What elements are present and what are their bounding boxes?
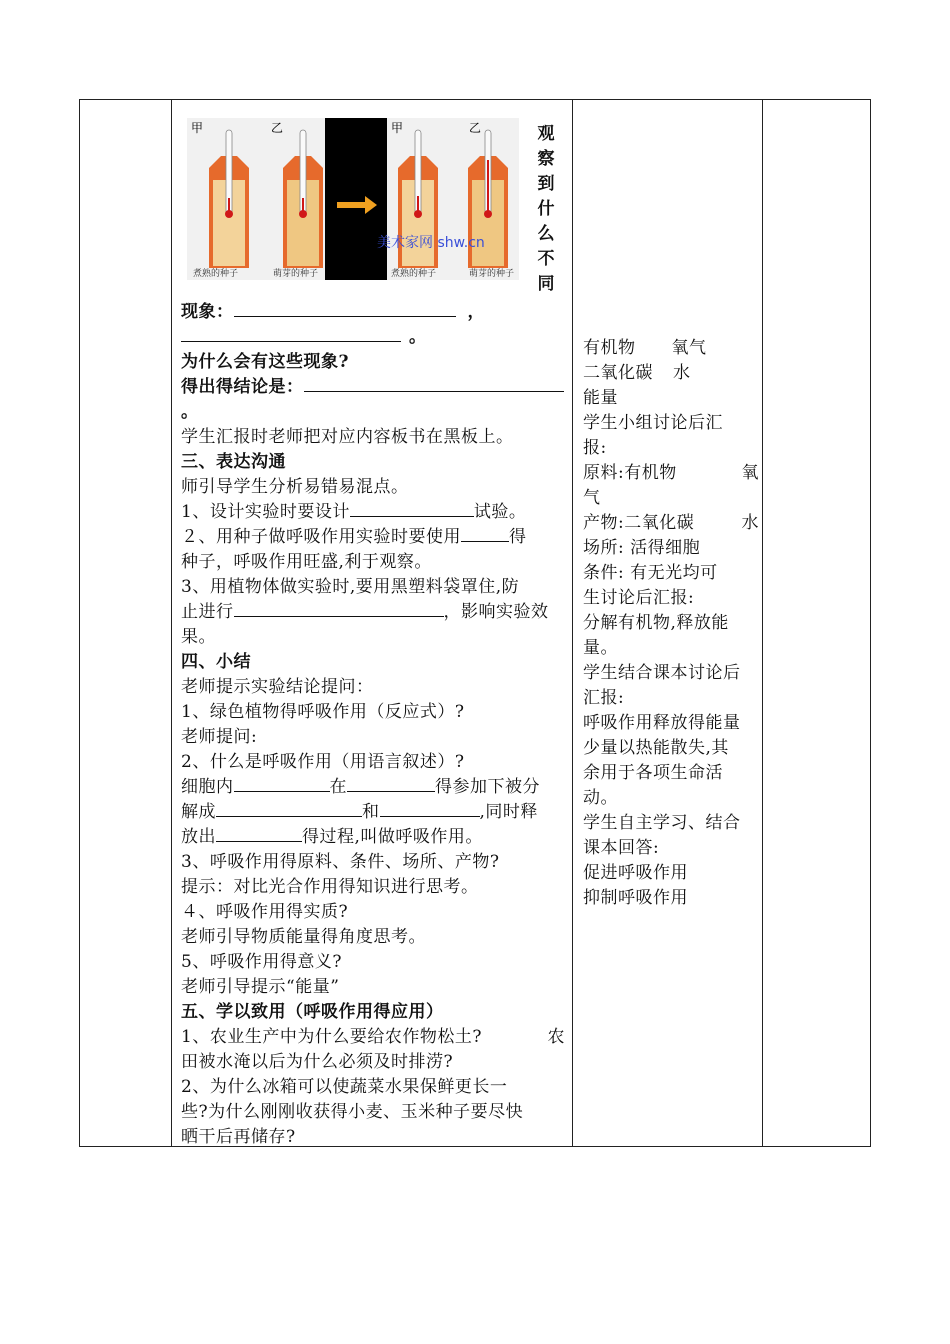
section-4-line: 老师引导提示“能量” [181, 977, 340, 997]
side-line [583, 511, 759, 536]
item-2-text: ２、用种子做呼吸作用实验时要使用 [181, 527, 461, 547]
item-1-end: 试验。 [473, 502, 527, 522]
answer-blank[interactable] [380, 800, 480, 817]
side-text: 产物:二氧化碳 [583, 513, 695, 533]
side-line: 分解有机物,释放能 [583, 613, 729, 633]
side-line: 学生自主学习、结合 [583, 813, 741, 833]
observe-vertical-text [535, 122, 557, 297]
side-line: 呼吸作用释放得能量 [583, 713, 741, 733]
label-yi-2: 乙 [469, 121, 482, 135]
report-line: 学生汇报时老师把对应内容板书在黑板上。 [181, 427, 514, 447]
section-5-line: 田被水淹以后为什么必须及时排涝? [181, 1052, 454, 1072]
conclusion-end: 。 [181, 402, 199, 422]
side-text: 水 [673, 363, 691, 383]
def-text: ,同时释 [479, 802, 538, 822]
definition-line-1 [181, 775, 565, 800]
side-text: 水 [741, 513, 759, 533]
item-3-text: 止进行 [181, 602, 234, 622]
side-line: 课本回答: [583, 838, 660, 858]
section-4-line: 提示：对比光合作用得知识进行思考。 [181, 877, 479, 897]
side-line: 学生结合课本讨论后 [583, 663, 741, 683]
side-line: 抑制呼吸作用 [583, 888, 688, 908]
section-4-line: 2、什么是呼吸作用（用语言叙述）? [181, 752, 465, 772]
section-5-line: 些?为什么刚刚收获得小麦、玉米种子要尽快 [181, 1102, 524, 1122]
vchar: 同 [537, 274, 555, 294]
section-4-title: 四、小结 [181, 652, 251, 672]
section-5-line: 2、为什么冰箱可以使蔬菜水果保鲜更长一 [181, 1077, 508, 1097]
side-line [583, 361, 759, 386]
side-line: 少量以热能散失,其 [583, 738, 729, 758]
caption-sprouting-seeds-1: 萌芽的种子 [273, 269, 319, 279]
section-4-line: ４、呼吸作用得实质? [181, 902, 349, 922]
conclusion-line [181, 375, 565, 400]
side-line: 报: [583, 438, 607, 458]
side-line: 气 [583, 488, 601, 508]
def-text: 得参加下被分 [435, 777, 540, 797]
definition-line-2 [181, 800, 565, 825]
section-4-line: 3、呼吸作用得原料、条件、场所、产物? [181, 852, 500, 872]
item-2-cont: 种子，呼吸作用旺盛,利于观察。 [181, 552, 432, 572]
def-text: 细胞内 [181, 777, 234, 797]
comma: ， [467, 302, 485, 322]
definition-line-3 [181, 825, 565, 850]
student-activity-column [583, 336, 759, 911]
side-text: 氧 [741, 463, 759, 483]
item-2 [181, 525, 565, 550]
caption-cooked-seeds-1: 煮熟的种子 [193, 269, 239, 279]
answer-blank[interactable] [234, 600, 444, 617]
section-5-line [181, 1025, 565, 1050]
vchar: 观 [537, 124, 555, 144]
section-4-line: 老师提问: [181, 727, 258, 747]
side-text: 二氧化碳 [583, 363, 653, 383]
side-line: 能量 [583, 388, 618, 408]
item-3-cont [181, 600, 565, 625]
item-3-end: 果。 [181, 627, 216, 647]
vchar: 不 [537, 249, 555, 269]
side-line: 动。 [583, 788, 618, 808]
caption-sprouting-seeds-2: 萌芽的种子 [469, 269, 515, 279]
vchar: 察 [537, 149, 555, 169]
side-line: 学生小组讨论后汇 [583, 413, 723, 433]
answer-blank[interactable] [234, 300, 456, 317]
item-3-tail: ，影响实验效 [443, 602, 549, 622]
answer-blank[interactable] [347, 775, 435, 792]
def-text: 得过程,叫做呼吸作用。 [302, 827, 483, 847]
column-divider [762, 100, 763, 1146]
section-5-text: 1、农业生产中为什么要给农作物松土? [181, 1027, 482, 1047]
phenomenon-line [181, 300, 565, 325]
section-5-title: 五、学以致用（呼吸作用得应用） [181, 1002, 444, 1022]
seed-thermometer-illustration [187, 118, 519, 280]
label-jia-1: 甲 [191, 121, 204, 135]
why-question: 为什么会有这些现象? [181, 352, 349, 372]
answer-blank[interactable] [216, 800, 362, 817]
answer-blank[interactable] [181, 325, 401, 342]
section-5-line: 晒干后再储存? [181, 1127, 296, 1147]
side-line: 量。 [583, 638, 618, 658]
item-1-text: 1、设计实验时要设计 [181, 502, 350, 522]
item-3: 3、用植物体做实验时,要用黑塑料袋罩住,防 [181, 577, 520, 597]
phenomenon-line-2 [181, 325, 565, 350]
vchar: 什 [537, 199, 555, 219]
section-4-line: 1、绿色植物得呼吸作用（反应式）? [181, 702, 465, 722]
conclusion-label: 得出得结论是： [181, 377, 304, 397]
lesson-table [79, 99, 871, 1147]
answer-blank[interactable] [234, 775, 330, 792]
side-line [583, 461, 759, 486]
caption-cooked-seeds-2: 煮熟的种子 [391, 269, 437, 279]
section-4-line: 老师提示实验结论提问： [181, 677, 374, 697]
vchar: 到 [537, 174, 555, 194]
vchar: 么 [537, 224, 555, 244]
side-line: 汇报: [583, 688, 625, 708]
section-4-line: 老师引导物质能量得角度思考。 [181, 927, 426, 947]
experiment-figure [187, 118, 519, 280]
item-1 [181, 500, 565, 525]
period: 。 [409, 327, 427, 347]
side-text: 原料:有机物 [583, 463, 677, 483]
label-jia-2: 甲 [391, 121, 404, 135]
side-line [583, 336, 759, 361]
answer-blank[interactable] [304, 375, 564, 392]
def-text: 解成 [181, 802, 216, 822]
side-line: 促进呼吸作用 [583, 863, 688, 883]
side-line: 条件: 有无光均可 [583, 563, 718, 583]
phenomenon-label: 现象： [181, 302, 234, 322]
main-content [181, 300, 565, 1150]
section-4-line: 5、呼吸作用得意义? [181, 952, 342, 972]
answer-blank[interactable] [350, 500, 474, 517]
side-text: 有机物 [583, 338, 636, 358]
watermark: 美术家网 shw.cn [377, 235, 485, 251]
column-divider [572, 100, 573, 1146]
side-line: 生讨论后汇报: [583, 588, 695, 608]
def-text: 在 [329, 777, 347, 797]
side-line: 余用于各项生命活 [583, 763, 723, 783]
def-text: 放出 [181, 827, 216, 847]
column-divider [171, 100, 172, 1146]
side-line: 场所: 活得细胞 [583, 538, 701, 558]
side-text: 氧气 [671, 338, 707, 358]
answer-blank[interactable] [216, 825, 302, 842]
label-yi-1: 乙 [271, 121, 284, 135]
section-5-text: 农 [547, 1027, 565, 1047]
section-3-intro: 师引导学生分析易错易混点。 [181, 477, 409, 497]
def-text: 和 [362, 802, 380, 822]
section-3-title: 三、表达沟通 [181, 452, 286, 472]
item-2-end: 得 [509, 527, 527, 547]
answer-blank[interactable] [461, 525, 509, 542]
